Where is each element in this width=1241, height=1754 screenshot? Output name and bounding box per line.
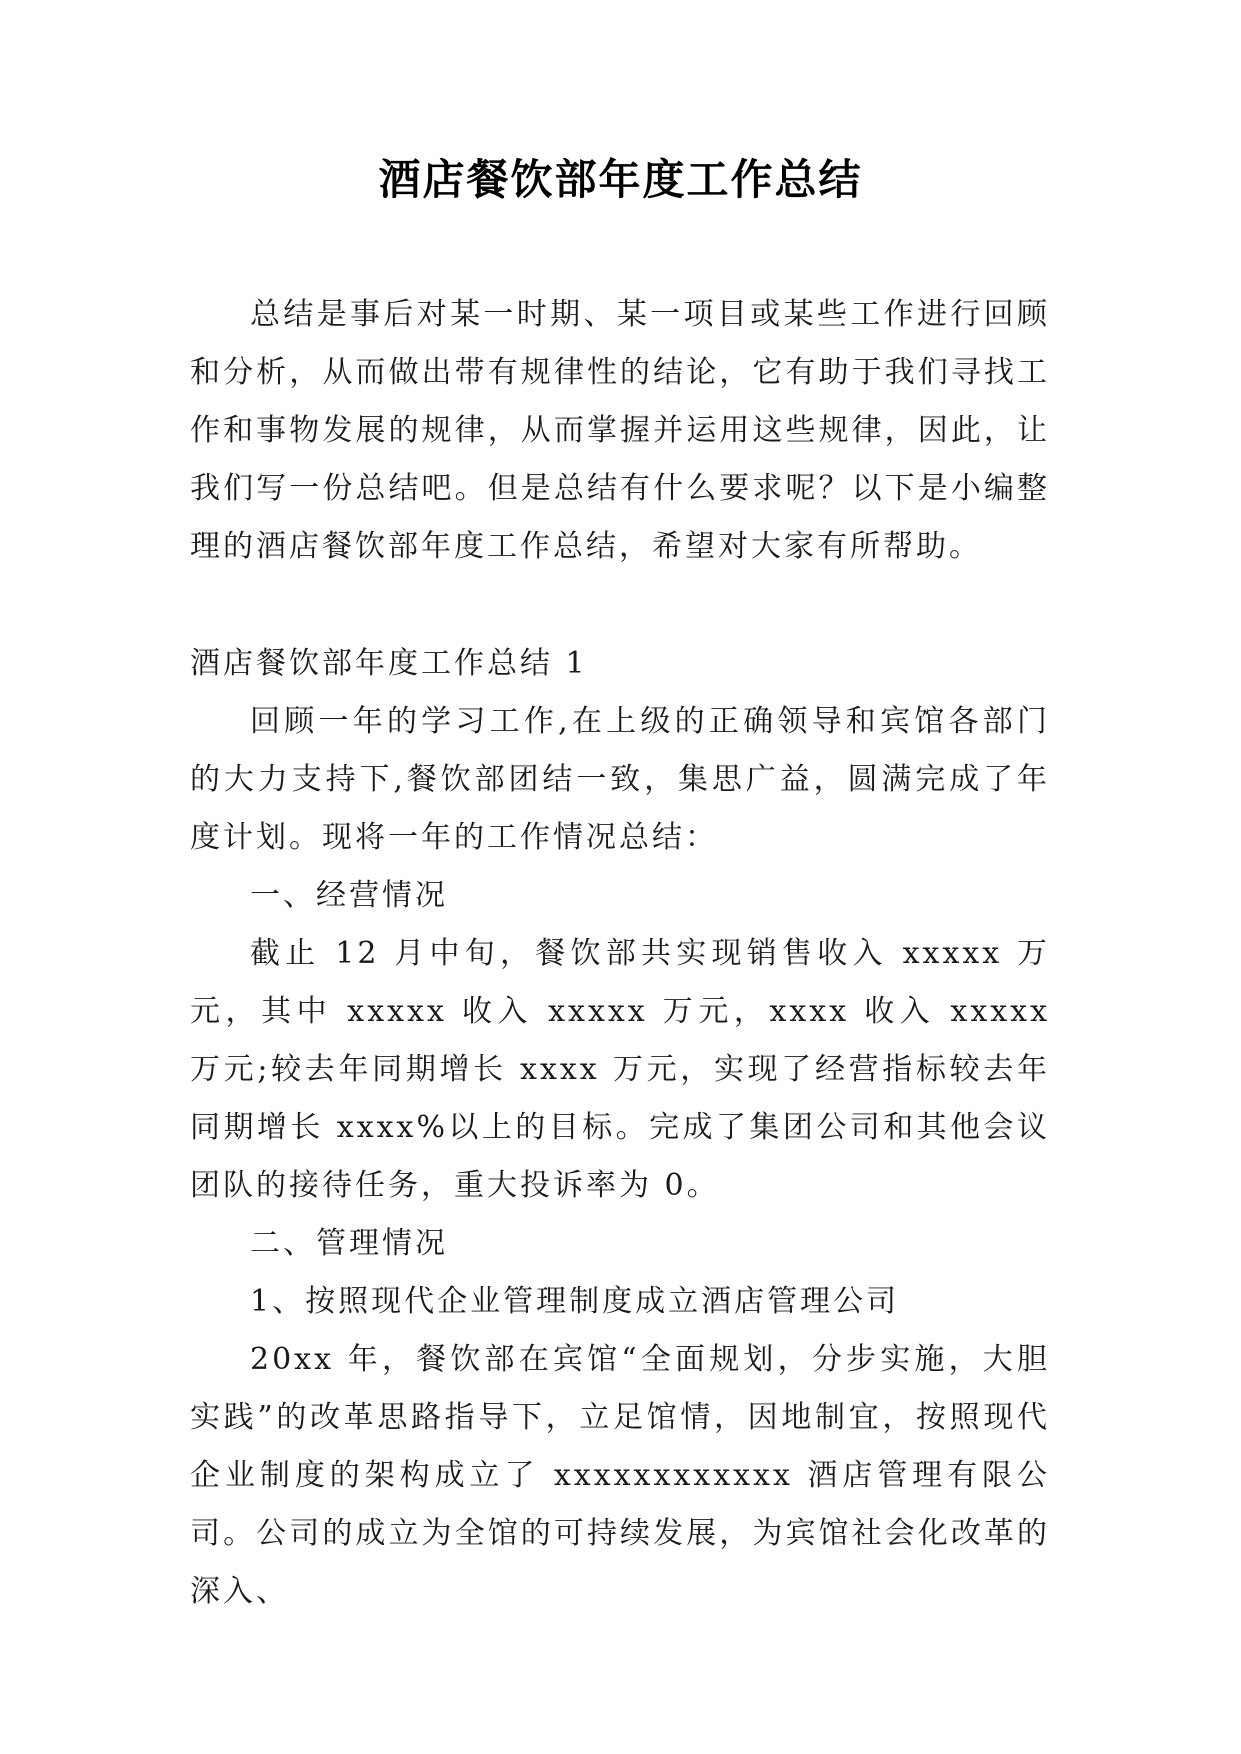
heading-operations: 一、经营情况 — [250, 878, 448, 913]
section-title: 酒店餐饮部年度工作总结 1 — [190, 646, 588, 681]
document-title: 酒店餐饮部年度工作总结 — [378, 155, 863, 204]
body-paragraph-2: 截止 12 月中旬，餐饮部共实现销售收入 xxxxx 万元，其中 xxxxx 收入 xxxxx 万元，xxxx 收入 xxxxx 万元;较去年同期增长 xxxx 万元，实现了经营指标较去年同期增长 xxxx%以上的目标。完成了集团公司和其他会议团队的接待任务，重大投诉率为 0。 — [190, 936, 1050, 1203]
heading-management: 二、管理情况 — [250, 1226, 448, 1261]
body-paragraph-1: 回顾一年的学习工作,在上级的正确领导和宾馆各部门的大力支持下,餐饮部团结一致，集思广益，圆满完成了年度计划。现将一年的工作情况总结： — [190, 704, 1050, 855]
intro-block — [190, 286, 1050, 576]
body-block — [190, 635, 1050, 1621]
body-paragraph-3: 20xx 年，餐饮部在宾馆“全面规划，分步实施，大胆实践”的改革思路指导下，立足馆情，因地制宜，按照现代企业制度的架构成立了 xxxxxxxxxxxx 酒店管理有限公司。公司的成立为全馆的可持续发展，为宾馆社会化改革的深入、 — [190, 1342, 1050, 1609]
subheading-1: 1、按照现代企业管理制度成立酒店管理公司 — [250, 1284, 900, 1319]
intro-paragraph: 总结是事后对某一时期、某一项目或某些工作进行回顾和分析，从而做出带有规律性的结论，它有助于我们寻找工作和事物发展的规律，从而掌握并运用这些规律，因此，让我们写一份总结吧。但是总结有什么要求呢？以下是小编整理的酒店餐饮部年度工作总结，希望对大家有所帮助。 — [190, 297, 1050, 564]
